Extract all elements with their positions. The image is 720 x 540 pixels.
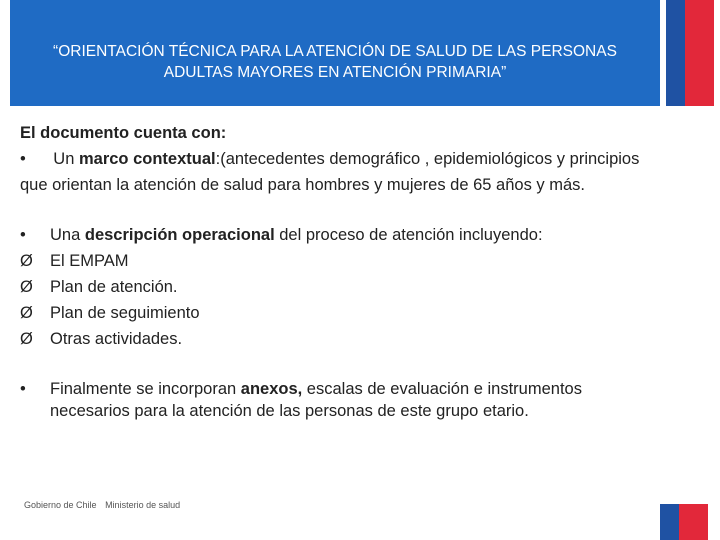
footer-logo-text [24,500,186,510]
sub-list-item [20,274,650,300]
slide-header [10,0,660,106]
item-text-pre: Un [53,150,79,168]
sub-item-text: El EMPAM [50,252,129,270]
list-item [20,376,650,422]
arrow-bullet-icon: Ø [20,278,33,296]
chile-flag-stripe-top [666,0,714,106]
item-text-bold: marco contextual [78,150,216,168]
arrow-bullet-icon: Ø [20,252,33,270]
slide-body [20,120,650,422]
item-text-pre: Una [50,226,85,244]
bullet-marker: • [20,226,26,244]
footer-ministry: Ministerio de salud [105,500,181,510]
sub-list-item [20,300,650,326]
bullet-marker: • [20,150,26,168]
footer-gov: Gobierno de Chile [24,500,97,510]
item-text-continuation: principios que orientan la atención de salud para hombres y mujeres de 65 años y más. [20,150,640,194]
sub-item-text: Plan de seguimiento [50,304,200,322]
bullet-marker: • [20,380,26,398]
item-text-bold: anexos, [240,380,303,398]
slide-title: “ORIENTACIÓN TÉCNICA PARA LA ATENCIÓN DE SALUD DE LAS PERSONAS ADULTAS MAYORES EN ATENCIÓN PRIMARIA” [53,43,617,81]
item-descripcion-operacional [20,222,650,352]
item-anexos [20,376,650,422]
item-text-post: escalas de evaluación e instrumentos necesarios para la atención de las personas de este grupo etario. [50,380,582,420]
flag-blue-band [666,0,685,106]
item-marco-contextual [20,146,650,198]
sub-item-text: Plan de atención. [50,278,178,296]
flag-blue-band [660,504,679,540]
flag-red-band [679,504,708,540]
chile-flag-stripe-bottom [660,504,708,540]
sub-list-item [20,248,650,274]
item-text-pre: Finalmente se incorporan [50,380,241,398]
arrow-bullet-icon: Ø [20,330,33,348]
sub-list-item [20,326,650,352]
item-text-bold: descripción operacional [84,226,275,244]
list-item [20,222,650,248]
item-text-post: :(antecedentes demográfico , epidemiológicos y [215,150,566,168]
flag-red-band [685,0,714,106]
arrow-bullet-icon: Ø [20,304,33,322]
sub-item-text: Otras actividades. [50,330,183,348]
item-text-post: del proceso de atención incluyendo: [274,226,543,244]
body-heading: El documento cuenta con: [20,124,227,142]
